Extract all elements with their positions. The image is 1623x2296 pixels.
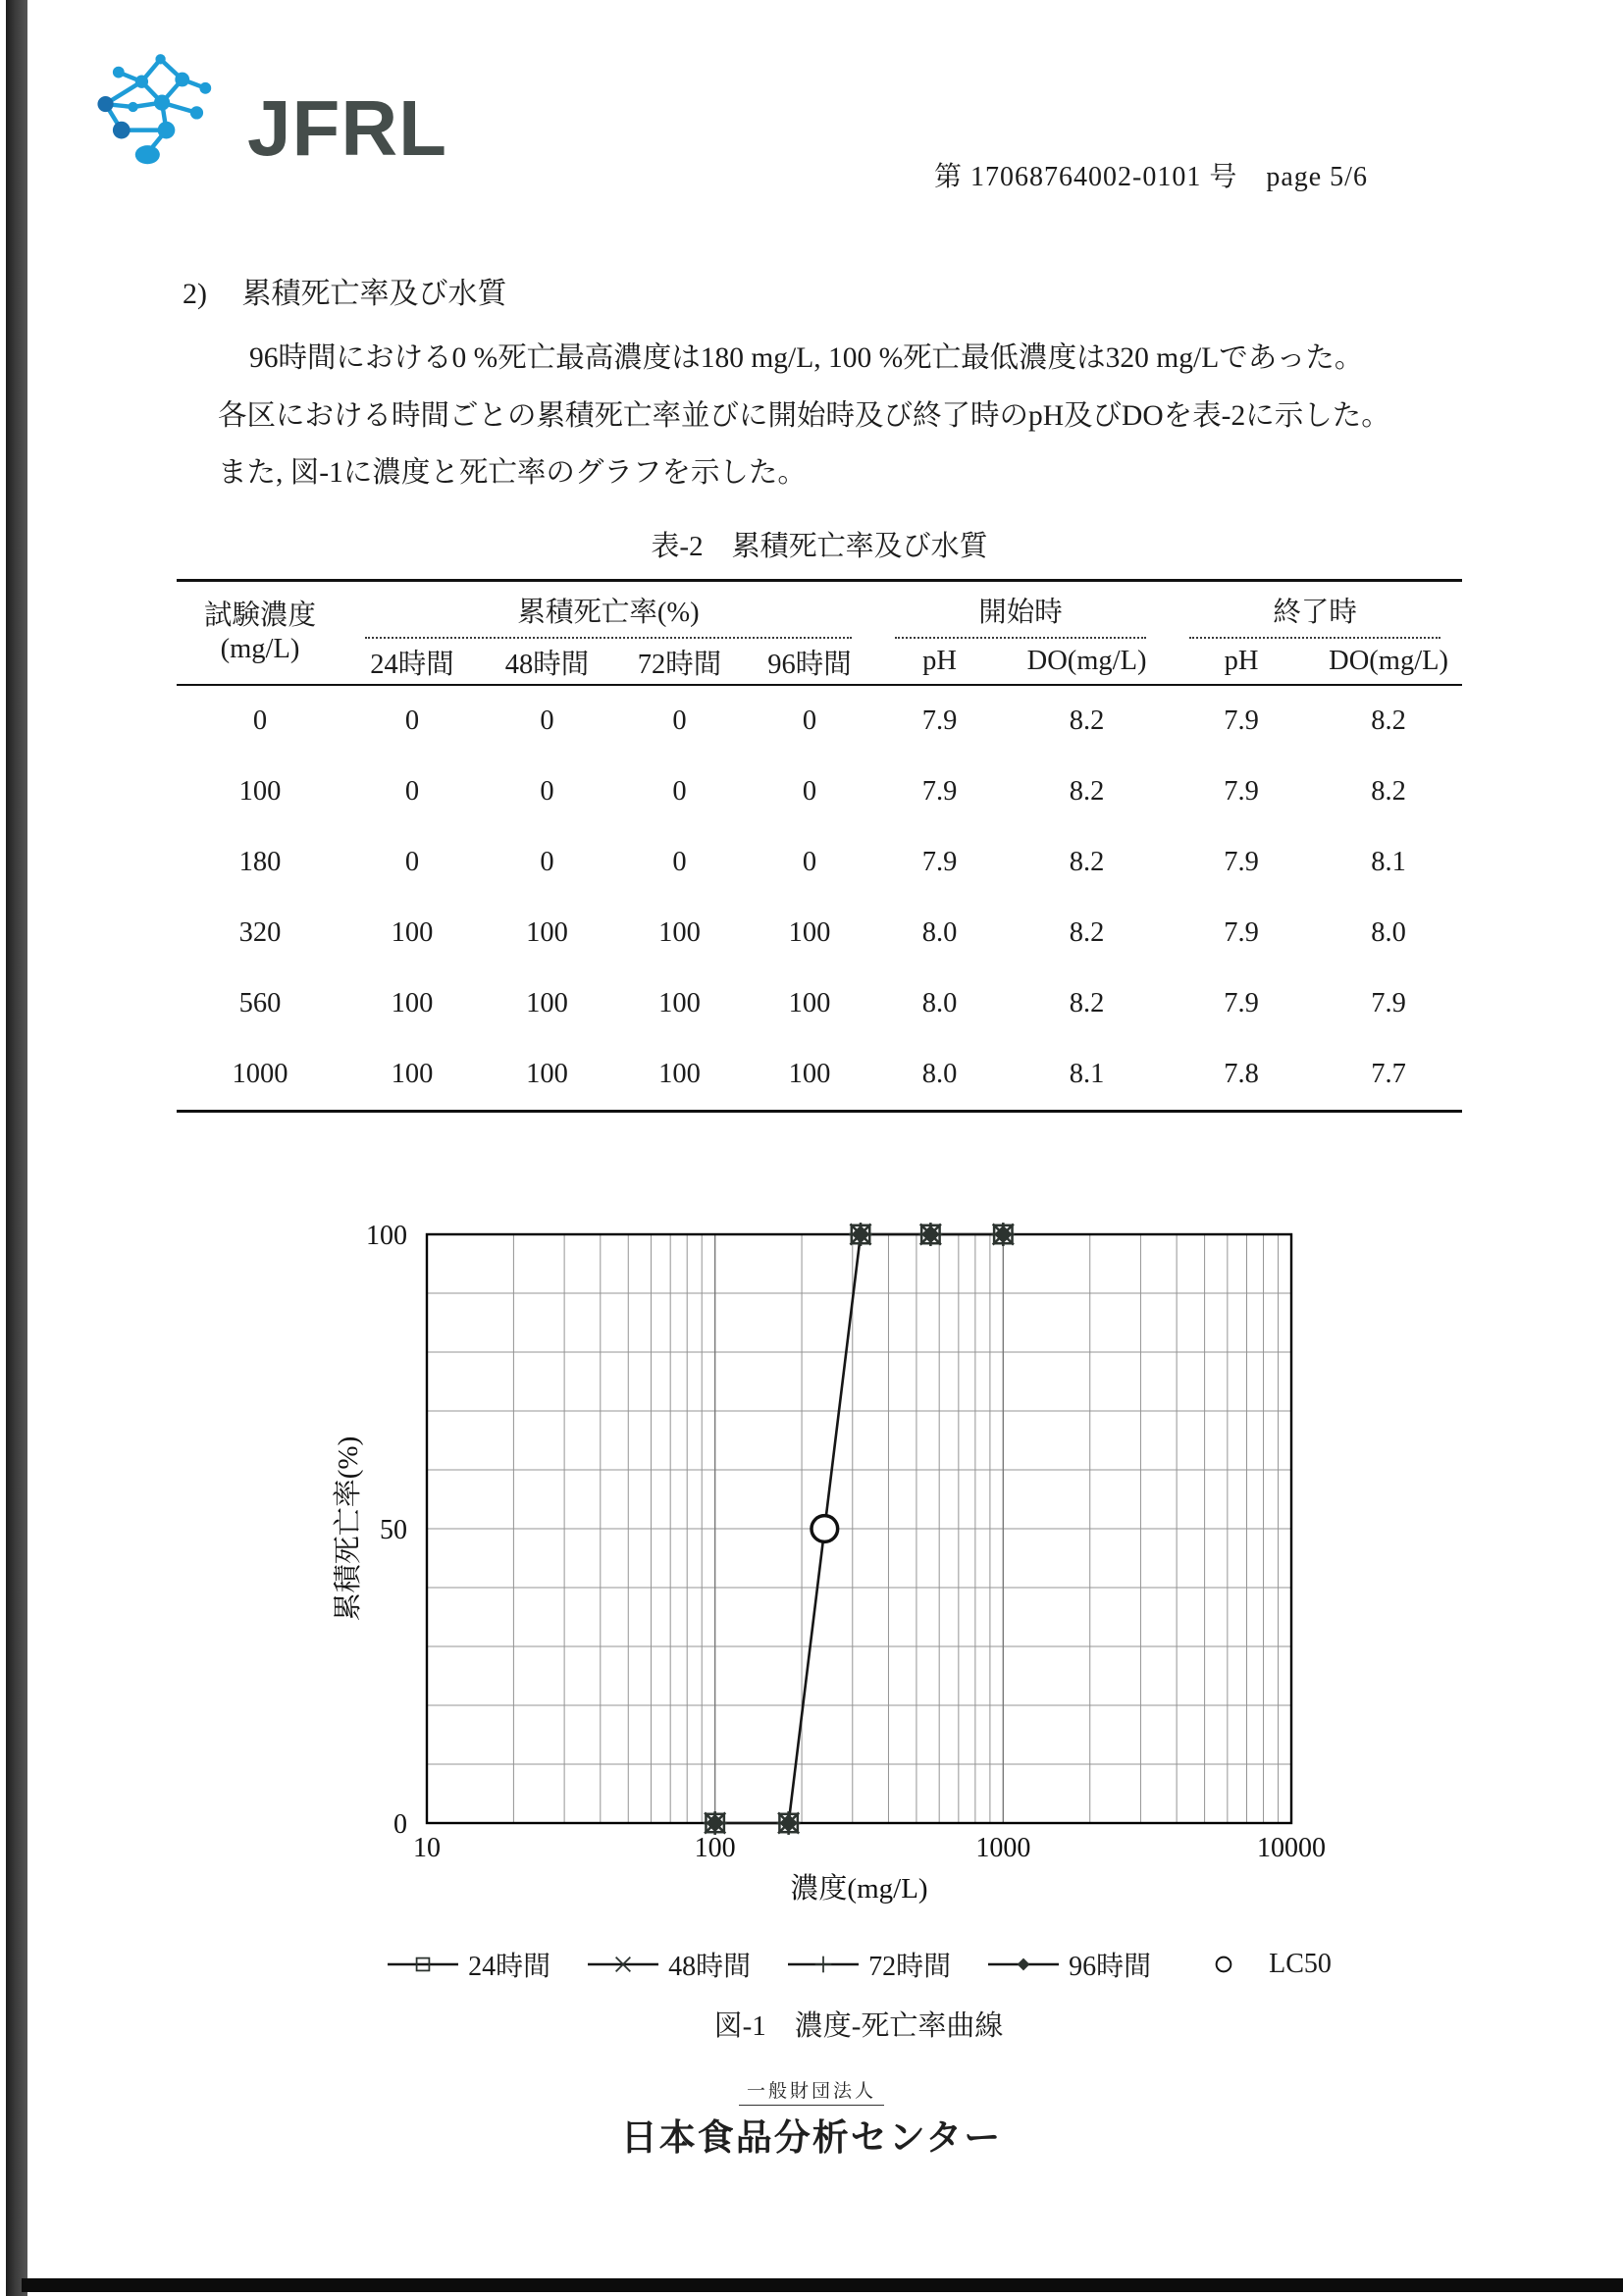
- table-cell: 7.9: [1224, 988, 1259, 1018]
- table-cell: 100: [391, 1059, 434, 1089]
- legend-item-96時間: [986, 1945, 1151, 1984]
- doc-number: 第 17068764002-0101 号 page 5/6: [934, 162, 1368, 192]
- table-cell: 100: [658, 1059, 701, 1089]
- table-cell: 8.0: [921, 917, 958, 948]
- table-cell: 100: [788, 988, 831, 1018]
- table-cell: 0: [802, 776, 817, 807]
- figure-caption: 図-1 濃度-死亡率曲線: [713, 2010, 1004, 2042]
- svg-text:0: 0: [393, 1809, 407, 1840]
- legend-item-24時間: [386, 1945, 550, 1984]
- table-cell: 7.9: [1224, 917, 1259, 948]
- table-cell: 560: [238, 988, 282, 1018]
- table-cell: 8.2: [1371, 776, 1406, 807]
- table-cell: 0: [802, 847, 817, 877]
- table-cell: 0: [672, 705, 687, 736]
- table-cell: 0: [672, 776, 687, 807]
- table-row: [177, 685, 1462, 757]
- table-cell: 7.9: [921, 776, 958, 807]
- table-cell: 0: [540, 847, 554, 877]
- table-cell: 8.0: [921, 988, 958, 1018]
- table-cell: 7.9: [1224, 847, 1259, 877]
- table-cell: 7.9: [921, 705, 958, 736]
- section-number: 2): [183, 278, 207, 310]
- column-header-concentration: 試験濃度 (mg/L): [177, 581, 343, 686]
- section-title: 累積死亡率及び水質: [241, 278, 507, 310]
- svg-text:1000: 1000: [975, 1833, 1031, 1863]
- paragraph-line: 各区における時間ごとの累積死亡率並びに開始時及び終了時のpH及びDOを表-2に示した。: [218, 399, 1390, 432]
- mortality-water-quality-table: [177, 579, 1462, 1113]
- legend-item-48時間: [586, 1945, 751, 1984]
- svg-text:10000: 10000: [1257, 1833, 1326, 1863]
- legend-item-LC50: [1186, 1949, 1332, 1980]
- jfrl-logo-text: JFRL: [247, 84, 447, 173]
- table-cell: 1000: [232, 1059, 288, 1089]
- table-row: [177, 1039, 1462, 1112]
- table-cell: 8.2: [1069, 847, 1105, 877]
- table-cell: 0: [404, 705, 420, 736]
- legend-marker-circle-open: [1186, 1952, 1263, 1977]
- table-cell: 8.2: [1069, 705, 1105, 736]
- scan-edge-bottom: [22, 2278, 1623, 2292]
- legend-label: 24時間: [468, 1952, 551, 1982]
- concentration-mortality-chart: [324, 1189, 1393, 1923]
- svg-text:10: 10: [413, 1833, 441, 1863]
- table-title: 表-2 累積死亡率及び水質: [651, 531, 988, 562]
- svg-text:100: 100: [366, 1221, 407, 1251]
- legend-label: 48時間: [668, 1952, 752, 1982]
- table-row: [177, 968, 1462, 1039]
- table-cell: 0: [802, 705, 817, 736]
- svg-text:50: 50: [380, 1515, 407, 1545]
- table-cell: 8.2: [1371, 705, 1406, 736]
- footer: [0, 2076, 1623, 2161]
- svg-text:累積死亡率(%): 累積死亡率(%): [333, 1435, 364, 1622]
- table-row: [177, 827, 1462, 898]
- table-cell: 0: [672, 847, 687, 877]
- svg-text:100: 100: [694, 1833, 736, 1863]
- table-cell: 100: [788, 917, 831, 948]
- table-cell: 0: [540, 776, 554, 807]
- table-cell: 8.1: [1371, 847, 1406, 877]
- jfrl-network-icon: [69, 49, 234, 165]
- footer-org-name: 日本食品分析センター: [620, 2117, 1003, 2158]
- table-cell: 320: [238, 917, 282, 948]
- table-cell: 7.8: [1224, 1059, 1259, 1089]
- chart-legend: [324, 1945, 1393, 1984]
- column-header-ph-start: pH: [873, 639, 1006, 685]
- column-header-do-end: DO(mg/L): [1315, 639, 1462, 685]
- column-header-do-start: DO(mg/L): [1006, 639, 1168, 685]
- table-cell: 0: [252, 705, 268, 736]
- table-cell: 7.9: [1224, 705, 1259, 736]
- table-cell: 7.9: [1224, 776, 1259, 807]
- legend-marker-square-open: [386, 1952, 462, 1977]
- table-row: [177, 898, 1462, 968]
- column-group-mortality: 累積死亡率(%): [343, 581, 873, 640]
- table-row: [177, 757, 1462, 827]
- column-group-end: 終了時: [1168, 581, 1462, 640]
- body-paragraph: [218, 330, 1480, 502]
- table-cell: 100: [238, 776, 282, 807]
- table-cell: 8.2: [1069, 917, 1105, 948]
- table-cell: 180: [238, 847, 282, 877]
- column-header-ph-end: pH: [1168, 639, 1315, 685]
- table-cell: 100: [526, 988, 568, 1018]
- section-heading: [183, 269, 507, 312]
- legend-item-72時間: [786, 1945, 951, 1984]
- legend-marker-plus: [786, 1952, 863, 1977]
- table-cell: 7.9: [921, 847, 958, 877]
- table-cell: 100: [526, 917, 568, 948]
- table-cell: 100: [526, 1059, 568, 1089]
- column-group-start: 開始時: [873, 581, 1168, 640]
- table-cell: 8.0: [921, 1059, 958, 1089]
- table-cell: 7.7: [1371, 1059, 1406, 1089]
- legend-marker-diamond-filled: [986, 1952, 1063, 1977]
- table-cell: 0: [404, 847, 420, 877]
- table-cell: 100: [391, 988, 434, 1018]
- column-header-48h: 48時間: [481, 639, 613, 685]
- legend-marker-x: [586, 1952, 662, 1977]
- table-cell: 0: [404, 776, 420, 807]
- paragraph-line: また, 図-1に濃度と死亡率のグラフを示した。: [218, 457, 807, 489]
- paragraph-line: 96時間における0 %死亡最高濃度は180 mg/L, 100 %死亡最低濃度は320 mg/Lであった。: [249, 342, 1364, 374]
- table-cell: 8.0: [1371, 917, 1406, 948]
- legend-label: 72時間: [868, 1952, 952, 1982]
- column-header-96h: 96時間: [746, 639, 873, 685]
- scan-edge-left: [6, 0, 27, 2296]
- table-cell: 100: [658, 917, 701, 948]
- legend-label: LC50: [1269, 1949, 1332, 1979]
- column-header-72h: 72時間: [613, 639, 746, 685]
- table-cell: 8.1: [1069, 1059, 1105, 1089]
- table-cell: 0: [540, 705, 554, 736]
- table-cell: 100: [391, 917, 434, 948]
- column-header-24h: 24時間: [343, 639, 481, 685]
- table-cell: 100: [788, 1059, 831, 1089]
- table-cell: 8.2: [1069, 988, 1105, 1018]
- table-cell: 7.9: [1371, 988, 1406, 1018]
- table-cell: 100: [658, 988, 701, 1018]
- table-cell: 8.2: [1069, 776, 1105, 807]
- svg-text:濃度(mg/L): 濃度(mg/L): [790, 1873, 928, 1905]
- footer-org-type: 一般財団法人: [739, 2076, 884, 2106]
- legend-label: 96時間: [1069, 1952, 1152, 1982]
- jfrl-logo: [69, 49, 447, 173]
